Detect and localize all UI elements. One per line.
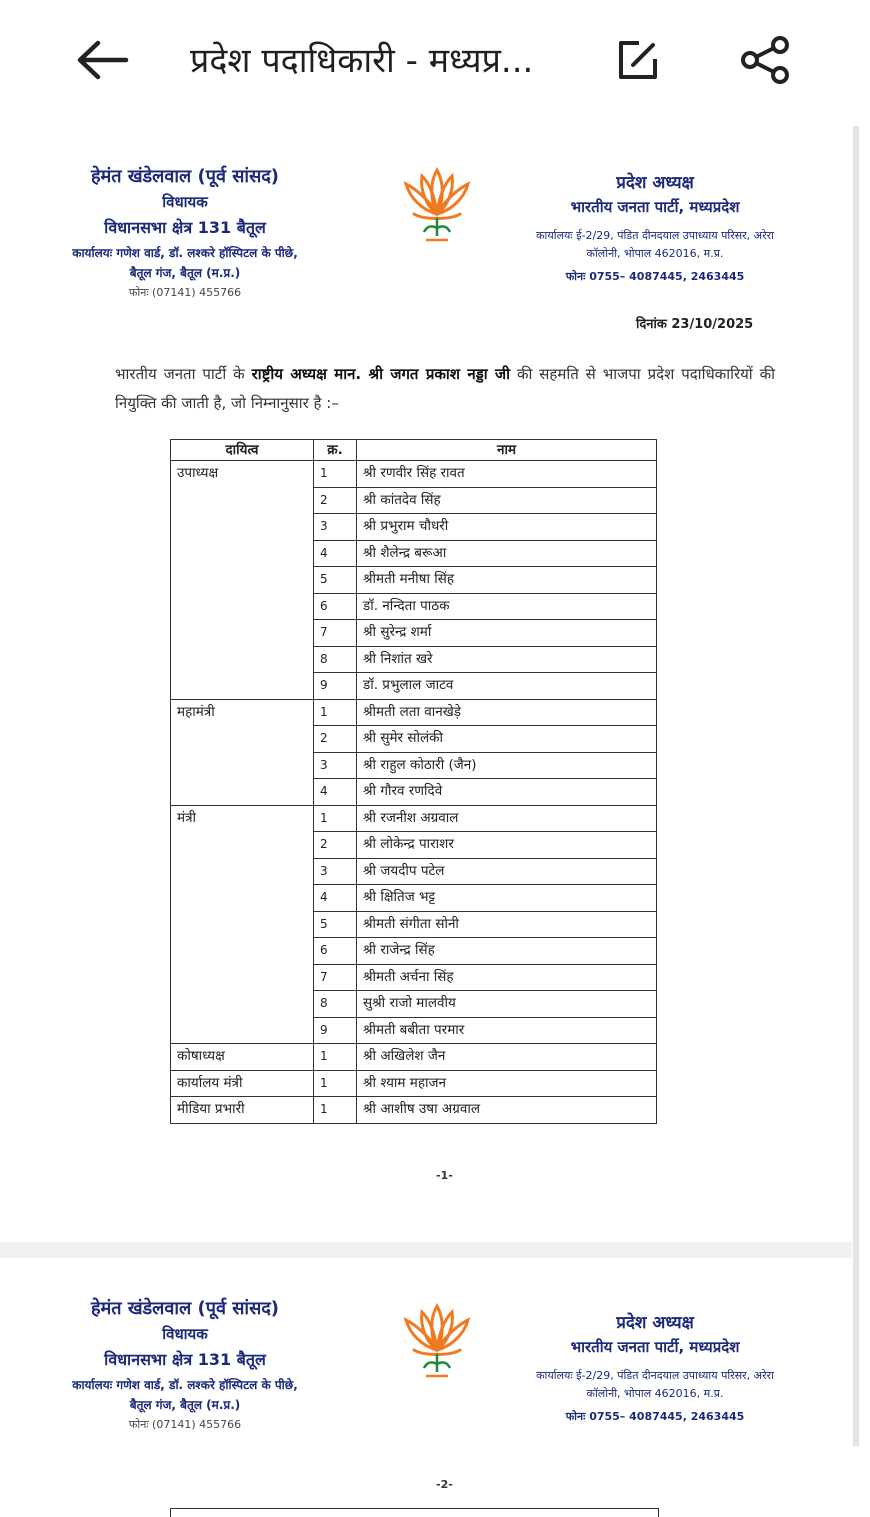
member-name-cell: श्री आशीष उषा अग्रवाल xyxy=(357,1097,657,1124)
member-name-cell: श्री सुरेन्द्र शर्मा xyxy=(357,620,657,647)
serial-number-cell: 1 xyxy=(314,1097,357,1124)
member-name-cell: श्री अखिलेश जैन xyxy=(357,1044,657,1071)
role-cell: उपाध्यक्ष xyxy=(171,461,314,700)
state-president-title: प्रदेश अध्यक्ष xyxy=(616,173,694,193)
member-name-cell: डॉ. प्रभुलाल जाटव xyxy=(357,673,657,700)
share-icon[interactable] xyxy=(740,36,790,84)
member-name-cell: श्रीमती लता वानखेड़े xyxy=(357,699,657,726)
serial-number-cell: 4 xyxy=(314,540,357,567)
party-name: भारतीय जनता पार्टी, मध्यप्रदेश xyxy=(570,1338,740,1356)
member-name-cell: श्रीमती बबीता परमार xyxy=(357,1017,657,1044)
constituency: विधानसभा क्षेत्र 131 बैतूल xyxy=(104,218,266,237)
role-cell: महामंत्री xyxy=(171,699,314,805)
member-name-cell: श्री जयदीप पटेल xyxy=(357,858,657,885)
party-name: भारतीय जनता पार्टी, मध्यप्रदेश xyxy=(570,198,740,216)
member-name-cell: श्री कांतदेव सिंह xyxy=(357,487,657,514)
letterhead-left xyxy=(60,1296,310,1432)
serial-number-cell: 2 xyxy=(314,487,357,514)
table-row xyxy=(171,1097,657,1124)
page-separator xyxy=(0,1242,852,1258)
serial-number-cell: 1 xyxy=(314,1070,357,1097)
table-row xyxy=(171,699,657,726)
constituency: विधानसभा क्षेत्र 131 बैतूल xyxy=(104,1350,266,1369)
table-row xyxy=(171,1070,657,1097)
serial-number-cell: 1 xyxy=(314,699,357,726)
mla-title: विधायक xyxy=(162,193,208,211)
letterhead-right xyxy=(520,170,790,284)
member-name-cell: सुश्री राजो मालवीय xyxy=(357,991,657,1018)
serial-number-cell: 1 xyxy=(314,461,357,488)
page-number: -2- xyxy=(436,1478,453,1491)
role-cell: मीडिया प्रभारी xyxy=(171,1097,314,1124)
letter-intro xyxy=(115,360,775,418)
serial-number-cell: 3 xyxy=(314,858,357,885)
member-name-cell: श्री प्रभुराम चौधरी xyxy=(357,514,657,541)
mla-name: हेमंत खंडेलवाल (पूर्व सांसद) xyxy=(90,1298,280,1319)
scrollbar[interactable] xyxy=(853,126,859,1446)
state-president-title: प्रदेश अध्यक्ष xyxy=(616,1313,694,1333)
table-row xyxy=(171,1044,657,1071)
serial-number-cell: 8 xyxy=(314,646,357,673)
role-cell: कोषाध्यक्ष xyxy=(171,1044,314,1071)
app-bar xyxy=(0,0,870,120)
office-phone: फोनः (07141) 455766 xyxy=(128,286,242,299)
mla-title: विधायक xyxy=(162,1325,208,1343)
role-cell: कार्यालय मंत्री xyxy=(171,1070,314,1097)
role-cell: मंत्री xyxy=(171,805,314,1044)
header-name: नाम xyxy=(357,440,657,461)
letterhead-left xyxy=(60,164,310,300)
serial-number-cell: 1 xyxy=(314,805,357,832)
member-name-cell: श्री रजनीश अग्रवाल xyxy=(357,805,657,832)
document-title: प्रदेश पदाधिकारी - मध्यप्र... xyxy=(190,41,534,81)
serial-number-cell: 5 xyxy=(314,567,357,594)
document-page-2 xyxy=(0,1258,852,1515)
bjp-lotus-logo xyxy=(400,1300,474,1384)
office-address: कार्यालयः गणेश वार्ड, डॉ. लश्करे हॉस्पिटल के पीछे, बैतूल गंज, बैतूल (म.प्र.) xyxy=(72,246,298,280)
member-name-cell: श्री लोकेन्द्र पाराशर xyxy=(357,832,657,859)
party-office-phone: फोनः 0755– 4087445, 2463445 xyxy=(565,1410,745,1423)
member-name-cell: श्री निशांत खरे xyxy=(357,646,657,673)
party-office-phone: फोनः 0755– 4087445, 2463445 xyxy=(565,270,745,283)
intro-text-end: की सहमति से भाजपा प्रदेश पदाधिकारियों की नियुक्ति की जाती है, जो निम्नानुसार है :– xyxy=(115,365,775,412)
serial-number-cell: 8 xyxy=(314,991,357,1018)
member-name-cell: श्री राजेन्द्र सिंह xyxy=(357,938,657,965)
table-row xyxy=(171,805,657,832)
member-name-cell: श्री सुमेर सोलंकी xyxy=(357,726,657,753)
serial-number-cell: 7 xyxy=(314,964,357,991)
bjp-lotus-logo xyxy=(400,164,474,248)
serial-number-cell: 4 xyxy=(314,779,357,806)
page-number: -1- xyxy=(436,1169,453,1182)
serial-number-cell: 3 xyxy=(314,514,357,541)
party-office-address: कार्यालयः ई-2/29, पंडित दीनदयाल उपाध्याय परिसर, अरेरा कॉलोनी, भोपाल 462016, म.प्र. xyxy=(536,1369,774,1400)
document-page-1 xyxy=(0,126,852,1242)
letter-date: दिनांक 23/10/2025 xyxy=(636,317,754,332)
office-address: कार्यालयः गणेश वार्ड, डॉ. लश्करे हॉस्पिटल के पीछे, बैतूल गंज, बैतूल (म.प्र.) xyxy=(72,1378,298,1412)
serial-number-cell: 2 xyxy=(314,832,357,859)
member-name-cell: श्री क्षितिज भट्ट xyxy=(357,885,657,912)
arrow-left-icon[interactable] xyxy=(74,38,130,82)
serial-number-cell: 6 xyxy=(314,593,357,620)
serial-number-cell: 1 xyxy=(314,1044,357,1071)
member-name-cell: श्रीमती मनीषा सिंह xyxy=(357,567,657,594)
party-office-address: कार्यालयः ई-2/29, पंडित दीनदयाल उपाध्याय परिसर, अरेरा कॉलोनी, भोपाल 462016, म.प्र. xyxy=(536,229,774,260)
member-name-cell: श्री शैलेन्द्र बरूआ xyxy=(357,540,657,567)
serial-number-cell: 2 xyxy=(314,726,357,753)
office-phone: फोनः (07141) 455766 xyxy=(128,1418,242,1431)
serial-number-cell: 6 xyxy=(314,938,357,965)
serial-number-cell: 9 xyxy=(314,673,357,700)
member-name-cell: श्री श्याम महाजन xyxy=(357,1070,657,1097)
member-name-cell: श्री राहुल कोठारी (जैन) xyxy=(357,752,657,779)
header-number: क्र. xyxy=(314,440,357,461)
serial-number-cell: 7 xyxy=(314,620,357,647)
serial-number-cell: 4 xyxy=(314,885,357,912)
table-header-row xyxy=(171,440,657,461)
member-name-cell: डॉ. नन्दिता पाठक xyxy=(357,593,657,620)
member-name-cell: श्रीमती अर्चना सिंह xyxy=(357,964,657,991)
table-continuation xyxy=(170,1508,659,1517)
mla-name: हेमंत खंडेलवाल (पूर्व सांसद) xyxy=(90,166,280,187)
member-name-cell: श्री रणवीर सिंह रावत xyxy=(357,461,657,488)
letterhead-right xyxy=(520,1310,790,1424)
serial-number-cell: 9 xyxy=(314,1017,357,1044)
serial-number-cell: 3 xyxy=(314,752,357,779)
table-row xyxy=(171,461,657,488)
member-name-cell: श्रीमती संगीता सोनी xyxy=(357,911,657,938)
header-role: दायित्व xyxy=(171,440,314,461)
intro-text-bold: राष्ट्रीय अध्यक्ष मान. श्री जगत प्रकाश नड्डा जी xyxy=(251,365,511,383)
member-name-cell: श्री गौरव रणदिवे xyxy=(357,779,657,806)
intro-text-start: भारतीय जनता पार्टी के xyxy=(115,365,252,383)
office-bearers-table xyxy=(170,439,657,1124)
serial-number-cell: 5 xyxy=(314,911,357,938)
edit-icon[interactable] xyxy=(617,39,659,81)
